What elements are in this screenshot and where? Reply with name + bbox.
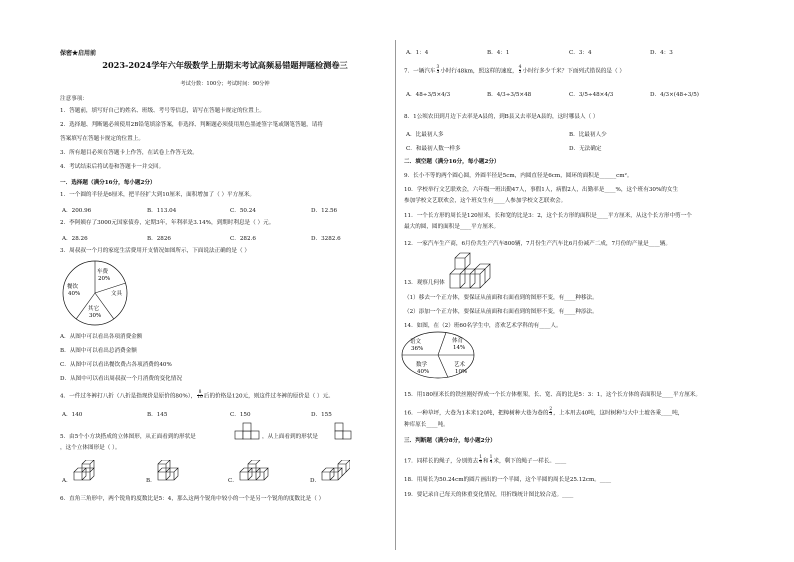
note-item: 2．选择题、判断题必须使用2B铅笔填涂答案，非选择、判断题必须使用黑色墨迹签字笔或钢笔答题，请将 [60, 122, 323, 128]
question-6: 6．直角三角形中，两个锐角的度数比是5：4，那么这两个锐角中较小的一个是另一个锐角的度数比是（ ） [60, 496, 325, 502]
q3-option-a[interactable]: A．从图中可以看出各项消费金额 [60, 334, 143, 340]
q1-option-a[interactable]: A．200.96 [62, 208, 92, 214]
pie-label-14: 14% [453, 345, 466, 351]
q7-frac1-den: 5 [436, 70, 440, 76]
section3-heading: 三．判断题（满分8分，每小题2分） [404, 438, 496, 444]
q5-text-a: 5．由5个小方块搭成的立体图形，从正面看到的形状是 [60, 434, 196, 440]
question-11-cont: 最大的圆，圆的面积是____平方厘米。 [404, 224, 500, 230]
q5-option-b-cubes-icon [156, 460, 186, 484]
pie-label-36: 36% [411, 346, 424, 352]
question-12: 12．一家汽车生产商，6月份共生产汽车800辆，7月份生产汽车比6月份减产二成，7月份的产量是____辆。 [404, 241, 671, 247]
q17-fraction-1 [479, 456, 482, 466]
q8-option-c[interactable]: C．和最初人数一样多 [406, 146, 461, 152]
pie-label-10: 10% [455, 369, 468, 375]
q7-text-b: 小时行48km，照这样的速度， [440, 68, 518, 75]
q3-option-c[interactable]: C．从图中可以看出餐饮费占各项消费的40% [60, 362, 172, 368]
q16-frac-num: 2 [549, 407, 553, 412]
question-17 [404, 456, 566, 466]
q4-frac-den: 10 [197, 395, 203, 401]
question-1: 1．一个圆的半径是6厘米，把半径扩大到10厘米，面积增加了（ ）平方厘米。 [60, 192, 256, 198]
pie-label-yuwen: 语文 [410, 339, 422, 345]
q7-option-b[interactable]: B．4/3÷3/5×48 [487, 92, 532, 98]
q8-text-a: 8．1公顷农田到月边下去率是A县的 [404, 114, 494, 120]
q17-frac2-num: 1 [489, 455, 493, 460]
question-9: 9．长小不等的两个圆心圆，外圆半径是5cm，内圆直径是6cm，圆环的面积是______cm²。 [404, 173, 633, 179]
q7-frac2-num: 4 [518, 65, 522, 70]
question-16-cont: 种库原长____吨。 [404, 422, 449, 428]
question-13-part2: （2）添加一个正方体，要保证从前面和右面看到的图形不变，有____种添法。 [404, 309, 598, 315]
q8-text-b: ，到B县又去率是A县的 [493, 114, 552, 120]
q3-option-b[interactable]: B．从图中可以看出总消费金额 [60, 348, 137, 354]
question-5 [60, 434, 196, 441]
question-10-cont: 参加学校文艺联欢会，这个班女生有____人参加学校文艺联欢会。 [404, 198, 567, 204]
q7-fraction-1 [437, 66, 440, 76]
q5-front-view-icon [234, 422, 260, 440]
pie-label-20: 20% [98, 276, 111, 282]
pie-label-yishu: 艺术 [454, 362, 466, 368]
question-10: 10．学校举行文艺联欢会，六年级一班出勤47人，事假1人，病假2人，出勤率是____%，这个班有30%的女生 [404, 187, 679, 193]
q17-text-a: 17．同样长的绳子，分别剪去 [404, 458, 479, 465]
q4-text-b: 后的价格是120元，则这件过冬裤的原价是（ ）元。 [203, 393, 334, 400]
q6-option-b[interactable]: B．4：1 [487, 50, 510, 56]
q4-option-a[interactable]: A．140 [62, 412, 83, 418]
q1-option-b[interactable]: B．113.04 [147, 208, 177, 214]
q17-frac1-num: 1 [479, 455, 483, 460]
q3-pie-chart [60, 258, 130, 328]
question-3: 3．周叔叔一个月的家庭生活费用开支情况如图所示，下面说法正确的是（ ） [60, 248, 250, 254]
pie-label-40: 40% [68, 291, 81, 297]
q7-option-a[interactable]: A．48÷3/5×4/3 [406, 92, 451, 98]
q5-text-c: ，这个立体图形是（ ）。 [60, 445, 121, 451]
q2-option-b[interactable]: B．2826 [147, 236, 171, 242]
question-13-part1: （1）移去一个正方体，要保证从前面和右面看到的图形不变，有____种移法。 [404, 295, 598, 301]
pie-label-40: 40% [417, 369, 430, 375]
note-item: 3．所有题目必须在答题卡上作答，在试卷上作答无效。 [60, 150, 198, 156]
exam-title: 2023-2024学年六年级数学上册期末考试高频易错题押题检测卷三 [102, 60, 348, 70]
note-item: 1．答题前，填写好自己的姓名、班级、考号等信息，请写在答题卡规定的位置上。 [60, 108, 265, 114]
q7-text-c: 小时行多少千米？下面列式错误的是（ ） [522, 68, 625, 75]
pie-label-wenju: 文具 [111, 291, 123, 297]
question-15: 15．用180厘米长的铁丝刚好焊成一个长方体框架，长、宽、高的比是5：3：1，这个长方体的表面积是____平方厘米。 [404, 392, 701, 398]
q5-top-view-icon [334, 422, 352, 440]
q16-frac-den: 5 [549, 412, 553, 418]
q4-option-b[interactable]: B．145 [147, 412, 168, 418]
question-16 [404, 408, 683, 418]
q5-option-a-cubes-icon [72, 460, 102, 484]
q6-option-d[interactable]: D．4：3 [650, 50, 673, 56]
q3-option-d[interactable]: D．从图中可以看出周叔叔一个月消费的变化情况 [60, 376, 182, 382]
pie-label-30: 30% [89, 313, 102, 319]
q17-text-c: 米，剩下的绳子一样长。____ [493, 458, 567, 465]
q13-solid-figure [446, 252, 502, 292]
column-divider [395, 40, 396, 550]
q7-frac1-num: 3 [436, 65, 440, 70]
q7-option-d[interactable]: D．4/3×(48÷3/5) [650, 92, 699, 98]
q17-frac1-den: 4 [479, 460, 483, 466]
sealed-label: 保密★启用前 [60, 50, 97, 57]
q4-text-a: 4．一件过冬裤打八折（八折是指现价是原价的80%）， [60, 393, 197, 400]
question-8 [404, 114, 599, 121]
q7-option-c[interactable]: C．3/5÷48×4/3 [569, 92, 614, 98]
q17-text-b: 和 [483, 458, 489, 465]
pie-label-chefei: 车费 [97, 269, 109, 275]
q16-fraction [549, 408, 552, 418]
q1-option-c[interactable]: C．50.24 [230, 208, 256, 214]
q14-pie-chart [400, 330, 476, 380]
q6-option-c[interactable]: C．3：4 [569, 50, 592, 56]
q8-option-a[interactable]: A．比最初人多 [406, 132, 444, 138]
pie-label-shuxue: 数学 [416, 362, 428, 368]
q1-option-d[interactable]: D．12.56 [311, 208, 338, 214]
question-2: 2．李阿姨存了3000元国家债券，定期3年，年利率是3.14%，到期时利息是（ ）元。 [60, 220, 275, 226]
pie-label-canyin: 餐饮 [67, 284, 79, 290]
q2-option-c[interactable]: C．282.6 [230, 236, 256, 242]
exam-meta: 考试分数：100分；考试时间：90分钟 [180, 81, 270, 87]
notes-heading: 注意事项： [60, 96, 88, 102]
q8-option-d[interactable]: D．无法确定 [569, 146, 602, 152]
q5-option-a[interactable]: A． [62, 478, 72, 484]
q5-option-c-cubes-icon [238, 460, 272, 484]
q7-text-a: 7．一辆汽车 [404, 68, 436, 75]
question-14: 14．如图，在（2）班60名学生中，喜欢艺术学科的有____人。 [404, 323, 562, 329]
section1-heading: 一．选择题（满分16分，每小题2分） [60, 180, 156, 186]
q5-option-d[interactable]: D． [310, 478, 321, 484]
question-18: 18．用周长为50.24cm的圆片画出的一个半圆，这个半圆的周长是25.12cm。____ [404, 477, 612, 483]
question-7 [404, 66, 625, 76]
q6-option-a[interactable]: A．1：4 [406, 50, 429, 56]
q2-option-d[interactable]: D．3282.6 [311, 236, 341, 242]
q2-option-a[interactable]: A．28.26 [62, 236, 88, 242]
question-4 [60, 391, 334, 401]
pie-label-tiyu: 体育 [452, 338, 464, 344]
q7-frac2-den: 3 [518, 70, 522, 76]
q4-frac-num: 8 [198, 390, 202, 395]
q4-option-c[interactable]: C．150 [230, 412, 251, 418]
note-item: 答案填写在答题卡规定的位置上。 [60, 136, 144, 142]
section2-heading: 二．填空题（满分16分，每小题2分） [404, 159, 500, 165]
q5-option-c[interactable]: C． [228, 478, 238, 484]
pie-label-qita: 其它 [88, 306, 100, 312]
q16-text-a: 16．一种草坪，大巷为1本米120吨，把樟树种大巷为巷的 [404, 410, 549, 417]
question-13: 13．观察几何体 [404, 280, 445, 286]
q5-text-b: ，从上面看到的形状是 [262, 434, 318, 440]
q5-option-b[interactable]: B． [146, 478, 156, 484]
q8-text-c: ，这时哪县人（ ） [551, 114, 599, 120]
q17-frac2-den: 4 [489, 460, 493, 466]
q4-fraction [197, 391, 203, 401]
q4-option-d[interactable]: D．155 [311, 412, 332, 418]
note-item: 4．考试结束后将试卷和答题卡一并交回。 [60, 164, 165, 170]
q16-text-b: ，上本用去40吨，这时树种与大中土坡各乘____吨， [553, 410, 684, 417]
question-19: 19．要记录自己每天的体重变化情况，用折线统计图比较合适。____ [404, 492, 574, 498]
q5-option-d-cubes-icon [320, 460, 350, 484]
q8-option-b[interactable]: B．比最初人少 [569, 132, 607, 138]
question-11: 11．一个长方形的周长是120厘米，长和宽的比是3：2，这个长方形的面积是____平方厘米，从这个长方形中剪一个 [404, 213, 692, 219]
